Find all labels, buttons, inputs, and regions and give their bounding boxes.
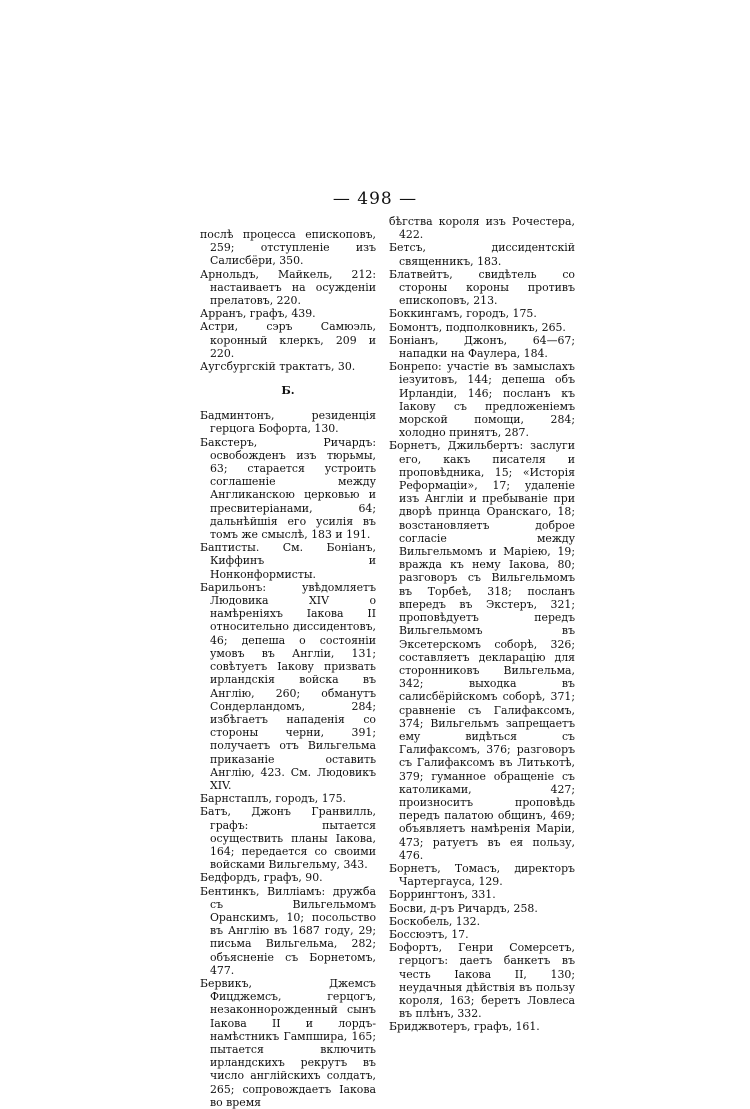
index-entry: Боскобель, 132. — [389, 914, 481, 928]
index-entry: Бофортъ, Генри Сомерсетъ, герцогъ: даетъ банкетъ въ честь Іакова II, 130; неудачныя дѣйствія въ пользу короля, 163; беретъ Ловлеса въ плѣнъ, 332. — [389, 941, 575, 1021]
index-entry: Бетсъ, диссидентскій священникъ, 183. — [389, 241, 575, 268]
index-entry: Бомонтъ, подполковникъ, 265. — [389, 320, 566, 334]
index-entry: бѣгства короля изъ Рочестера, 422. — [389, 215, 575, 242]
index-entry: Баптисты. См. Боніанъ, Киффинъ и Нонконформисты. — [200, 541, 376, 581]
index-entry: послѣ процесса епископовъ, 259; отступленіе изъ Салисбёри, 350. — [200, 228, 376, 268]
index-entry: Арранъ, графъ, 439. — [200, 307, 316, 321]
index-entry: Бадминтонъ, резиденція герцога Бофорта, 130. — [200, 409, 376, 436]
index-entry: Бентинкъ, Вилліамъ: дружба съ Вильгельмомъ Оранскимъ, 10; посольство въ Англію въ 1687 году, 29; письма Вильгельма, 282; объясненіе съ Борнетомъ, 477. — [200, 884, 376, 977]
section-letter-heading: Б. — [281, 384, 295, 398]
index-column-left — [200, 228, 376, 1109]
index-entry: Борнетъ, Томасъ, директоръ Чартергауса, 129. — [389, 861, 575, 889]
index-entry: Босви, д-ръ Ричардъ, 258. — [389, 901, 538, 915]
index-entry: Бакстеръ, Ричардъ: освобожденъ изъ тюрьмы, 63; старается устроить соглашеніе между Англиканскою церковью и пресвитеріанами, 64; дальнѣйшія его усилія въ томъ же смыслѣ, 183 и 191. — [200, 435, 376, 542]
index-entry: Бервикъ, Джемсъ Фицджемсъ, герцогъ, незаконнорожденный сынъ Іакова II и лордъ-намѣстникъ Гампшира, 165; пытается включить ирландскихъ рекрутъ въ число англійскихъ солдатъ, 265; сопровождаетъ Іакова во время — [200, 976, 376, 1109]
index-entry: Арнольдъ, Майкель, 212: настаиваетъ на осужденіи прелатовъ, 220. — [200, 267, 376, 308]
index-entry: Бонрепо: участіе въ замыслахъ іезуитовъ, 144; депеша объ Ирландіи, 146; посланъ къ Іакову съ предложеніемъ морской помощи, 284; холодно принятъ, 287. — [389, 360, 575, 440]
index-entry: Боніанъ, Джонъ, 64—67; нападки на Фаулера, 184. — [389, 333, 575, 361]
index-entry: Боккингамъ, городъ, 175. — [389, 307, 537, 321]
index-entry: Барнстаплъ, городъ, 175. — [200, 792, 346, 806]
index-entry: Боссюэтъ, 17. — [389, 927, 469, 941]
page-number: — 498 — — [332, 189, 418, 209]
index-entry: Бриджвотеръ, графъ, 161. — [389, 1020, 540, 1034]
index-entry: Барильонъ: увѣдомляетъ Людовика XIV о намѣреніяхъ Іакова II относительно диссидентовъ, 46; депеша о состояніи умовъ въ Англіи, 131; совѣтуетъ Іакову призвать ирландскія войска въ Англію, 260; обманутъ Сондерландомъ, 284; избѣгаетъ нападенія со стороны черни, 391; получаетъ отъ Вильгельма приказаніе оставить Англію, 423. См. Людовикъ XIV. — [200, 580, 376, 792]
index-entry: Аугсбургскій трактатъ, 30. — [200, 360, 356, 374]
index-entry: Батъ, Джонъ Гранвилль, графъ: пытается осуществить планы Іакова, 164; передается со своими войсками Вильгельму, 343. — [200, 805, 376, 872]
index-column-right — [389, 215, 575, 1034]
index-entry: Борнетъ, Джильбертъ: заслуги его, какъ писателя и проповѣдника, 15; «Исторія Реформаціи», 17; удаленіе изъ Англіи и пребываніе при дворѣ принца Оранскаго, 18; возстановляетъ доброе согласіе между Вильгельмомъ и Маріею, 19; вражда къ нему Іакова, 80; разговоръ съ Вильгельмомъ въ Торбеѣ, 318; посланъ впередъ въ Экстеръ, 321; проповѣдуетъ передъ Вильгельмомъ въ Эксетерскомъ соборѣ, 326; составляетъ декларацію для сторонниковъ Вильгельма, 342; выходка въ салисбёрійскомъ соборѣ, 371; сравненіе съ Галифаксомъ, 374; Вильгельмъ запрещаетъ ему видѣться съ Галифаксомъ, 376; разговоръ съ Галифаксомъ въ Литькотѣ, 379; гуманное обращеніе съ католиками, 427; произноситъ проповѣдь передъ палатою общинъ, 469; объявляетъ намѣренія Маріи, 473; ратуетъ въ ея пользу, 476. — [389, 439, 575, 862]
index-entry: Астри, сэръ Самюэль, коронный клеркъ, 209 и 220. — [200, 320, 376, 360]
index-entry: Блатвейтъ, свидѣтель со стороны короны противъ епископовъ, 213. — [389, 267, 575, 308]
index-entry: Боррингтонъ, 331. — [389, 888, 496, 902]
index-entry: Бедфордъ, графъ, 90. — [200, 871, 323, 885]
